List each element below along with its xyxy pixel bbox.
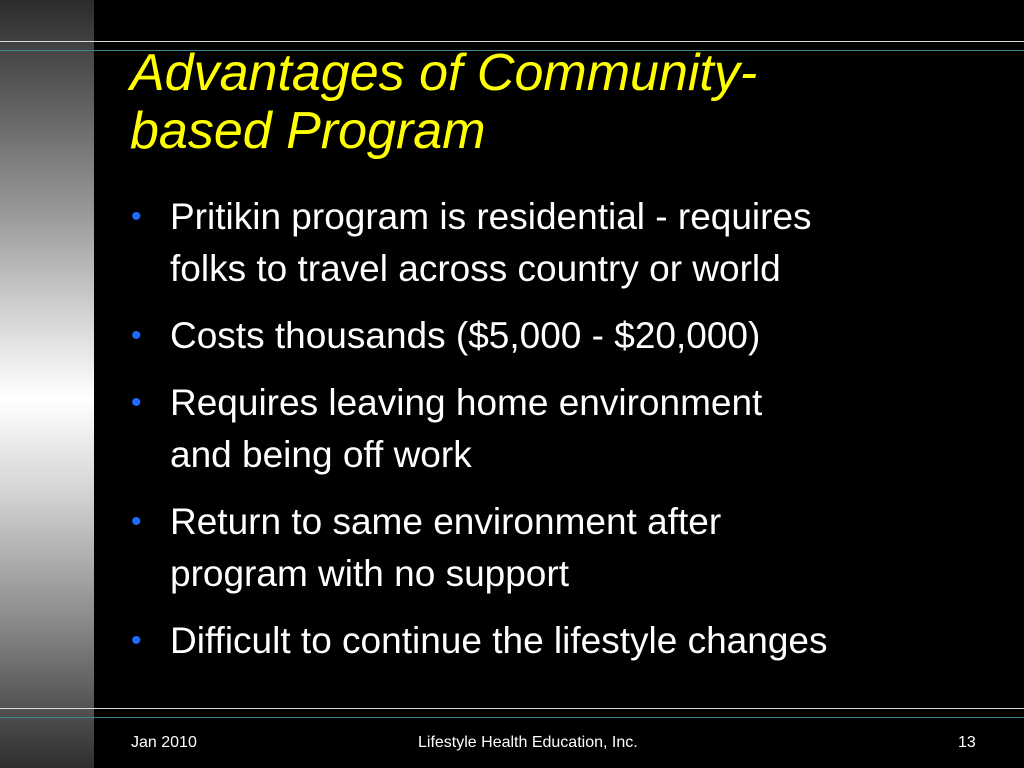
bullet-list bbox=[131, 191, 1011, 682]
bullet-point-icon: • bbox=[131, 200, 142, 233]
bullet-point-icon: • bbox=[131, 319, 142, 352]
bullet-text-line: folks to travel across country or world bbox=[170, 248, 781, 289]
bullet-text-line: and being off work bbox=[170, 434, 472, 475]
bullet-item bbox=[131, 377, 1011, 481]
slide-title bbox=[130, 44, 1010, 160]
bullet-item bbox=[131, 191, 1011, 295]
bullet-item bbox=[131, 615, 1011, 667]
bullet-text-line: Costs thousands ($5,000 - $20,000) bbox=[170, 315, 761, 356]
bullet-point-icon: • bbox=[131, 386, 142, 419]
bullet-point-icon: • bbox=[131, 505, 142, 538]
footer-date: Jan 2010 bbox=[131, 734, 197, 751]
bullet-text-line: Return to same environment after bbox=[170, 501, 722, 542]
bullet-text-line: Difficult to continue the lifestyle changes bbox=[170, 620, 828, 661]
slide-title-line: Advantages of Community- bbox=[130, 44, 758, 102]
bullet-text-line: Pritikin program is residential - requires bbox=[170, 196, 812, 237]
bullet-item bbox=[131, 496, 1011, 600]
bottom-rule-line bbox=[0, 708, 1024, 709]
slide-number: 13 bbox=[958, 734, 976, 751]
slide-title-line: based Program bbox=[130, 102, 486, 160]
bullet-point-icon: • bbox=[131, 624, 142, 657]
bullet-item bbox=[131, 310, 1011, 362]
top-rule-line bbox=[0, 41, 1024, 42]
footer-organization: Lifestyle Health Education, Inc. bbox=[418, 734, 638, 751]
bottom-accent-line bbox=[0, 717, 1024, 718]
bullet-text-line: Requires leaving home environment bbox=[170, 382, 763, 423]
bullet-text-line: program with no support bbox=[170, 553, 569, 594]
side-gradient-bar bbox=[0, 0, 94, 768]
